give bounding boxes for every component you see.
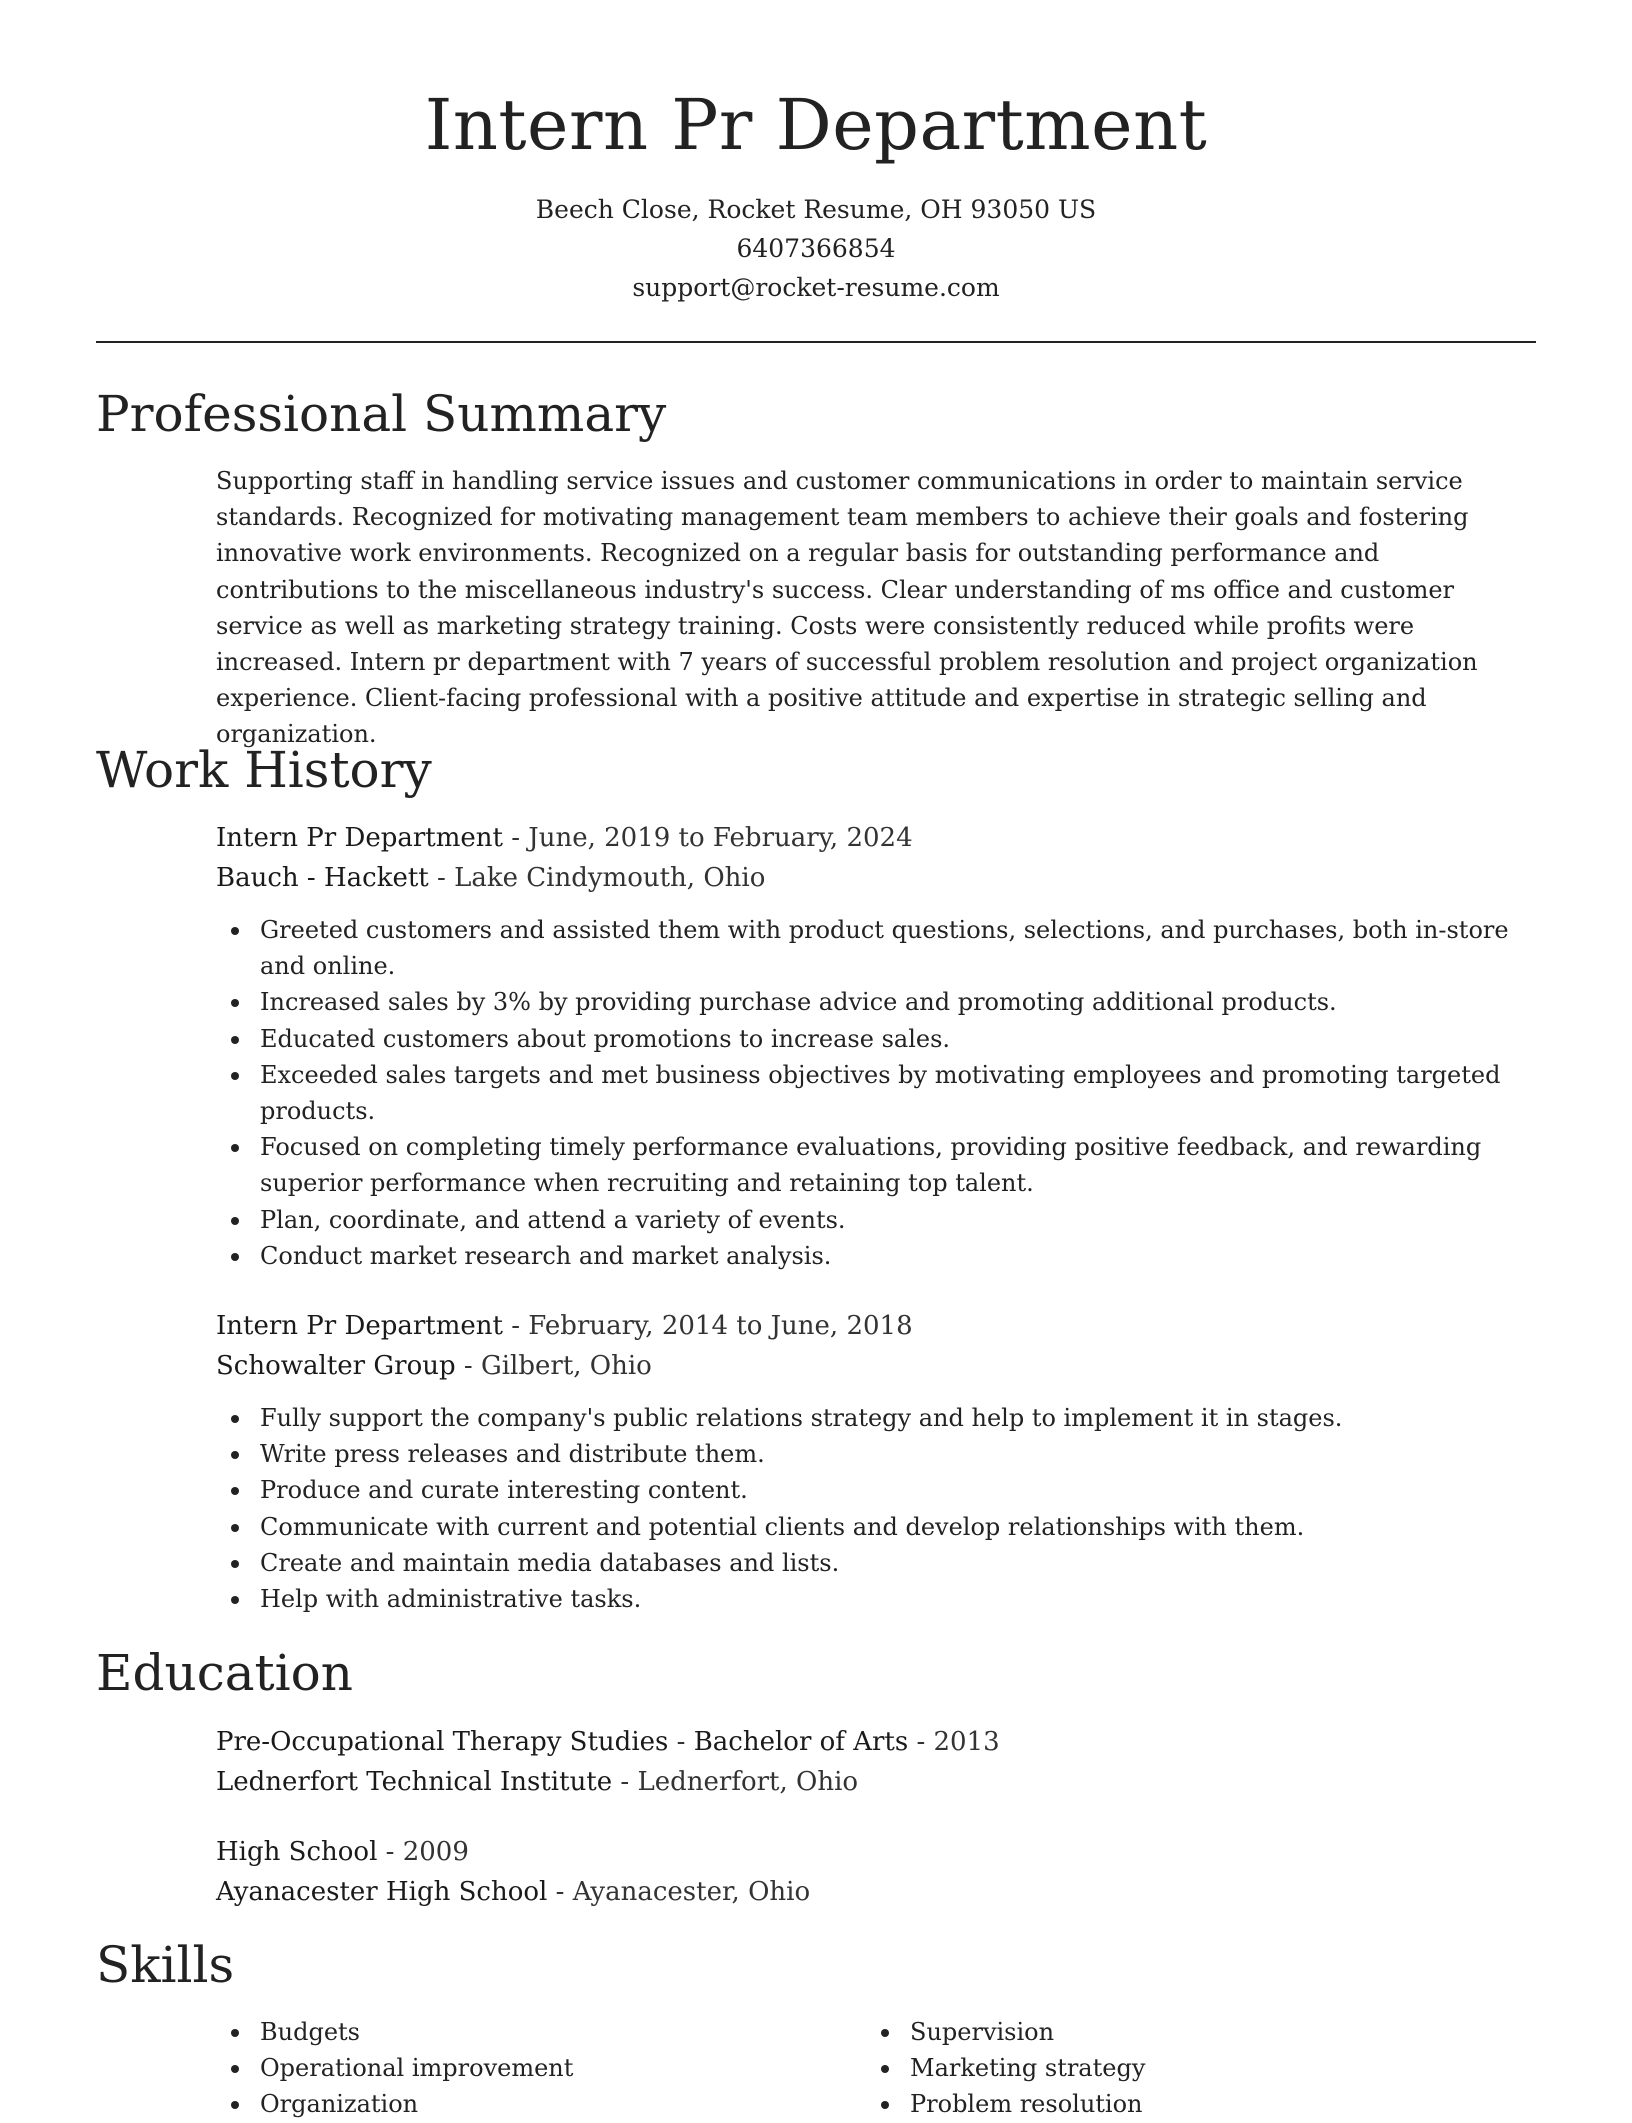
education-degree-line [216, 1832, 1536, 1872]
skills-list-right [866, 2014, 1506, 2123]
separator: - [547, 1877, 573, 1907]
job-bullet: Produce and curate interesting content. [260, 1472, 1536, 1508]
summary-text: Supporting staff in handling service issues and customer communications in order to maintain service standards. Recognized for motivating management team members to achieve their goals and fostering innovative work environments. Recognized on a regular basis for outstanding performance and contributions to the miscellaneous industry's success. Clear understanding of ms office and customer service as well as marketing strategy training. Costs were consistently reduced while profits were increased. Intern pr department with 7 years of successful problem resolution and project organization experience. Client-facing professional with a positive attitude and expertise in strategic selling and organization. [216, 467, 1478, 749]
job-bullet: Plan, coordinate, and attend a variety of events. [260, 1202, 1536, 1238]
job-bullet: Communicate with current and potential clients and develop relationships with them. [260, 1509, 1536, 1545]
skills-heading: Skills [96, 1936, 235, 1994]
skill-item: Operational improvement [260, 2050, 856, 2086]
job-bullet: Focused on completing timely performance evaluations, providing positive feedback, and rewarding superior performance when recruiting and retaining top talent. [260, 1129, 1536, 1201]
job-dates: February, 2014 to June, 2018 [528, 1311, 913, 1341]
separator: - [428, 863, 455, 893]
job-bullet: Write press releases and distribute them. [260, 1436, 1536, 1472]
contact-phone: 6407366854 [736, 234, 896, 263]
job-title-line [216, 1306, 1536, 1346]
education-school: Ayanacester High School [216, 1877, 548, 1907]
separator: - [455, 1351, 481, 1381]
job-bullet: Help with administrative tasks. [260, 1581, 1536, 1617]
skill-item: Budgets [260, 2014, 856, 2050]
job-title-line [216, 818, 1536, 858]
skills-list-left [216, 2014, 856, 2123]
skill-item: Organization [260, 2086, 856, 2122]
separator: - [502, 1311, 529, 1341]
job-bullet: Create and maintain media databases and lists. [260, 1545, 1536, 1581]
job-bullet: Educated customers about promotions to increase sales. [260, 1021, 1536, 1057]
skill-item: Problem resolution [910, 2086, 1506, 2122]
contact-address: Beech Close, Rocket Resume, OH 93050 US [535, 195, 1097, 224]
education-school-line [216, 1872, 1536, 1912]
job-location: Lake Cindymouth, Ohio [454, 863, 766, 893]
education-heading: Education [96, 1644, 353, 1702]
separator: - [612, 1767, 638, 1797]
separator: - [668, 1727, 694, 1757]
job-dates: June, 2019 to February, 2024 [528, 823, 913, 853]
job-location: Gilbert, Ohio [480, 1351, 652, 1381]
separator: - [502, 823, 529, 853]
job-bullet: Conduct market research and market analysis. [260, 1238, 1536, 1274]
candidate-name: Intern Pr Department [424, 84, 1208, 166]
job-bullet: Fully support the company's public relations strategy and help to implement it in stages. [260, 1400, 1536, 1436]
job-bullet: Increased sales by 3% by providing purchase advice and promoting additional products. [260, 984, 1536, 1020]
education-school-line [216, 1762, 1536, 1802]
education-degree-line [216, 1722, 1536, 1762]
header-divider [96, 341, 1536, 343]
education-location: Lednerfort, Ohio [637, 1767, 859, 1797]
job-bullet: Greeted customers and assisted them with product questions, selections, and purchases, both in-store and online. [260, 912, 1536, 984]
education-year: 2009 [402, 1837, 469, 1867]
separator: - [377, 1837, 403, 1867]
separator: - [908, 1727, 934, 1757]
job-company: Bauch - Hackett [216, 863, 429, 893]
job-bullets [216, 912, 1536, 1274]
job-title: Intern Pr Department [216, 1311, 503, 1341]
skill-item: Marketing strategy [910, 2050, 1506, 2086]
education-school: Lednerfort Technical Institute [216, 1767, 613, 1797]
job-company-line [216, 1346, 1536, 1386]
skill-item: Supervision [910, 2014, 1506, 2050]
summary-heading: Professional Summary [96, 385, 667, 443]
contact-email: support@rocket-resume.com [632, 273, 1000, 302]
education-location: Ayanacester, Ohio [572, 1877, 811, 1907]
education-field: High School [216, 1837, 378, 1867]
education-field: Pre-Occupational Therapy Studies [216, 1727, 669, 1757]
job-bullets [216, 1400, 1536, 1617]
education-degree: Bachelor of Arts [693, 1727, 909, 1757]
job-company: Schowalter Group [216, 1351, 456, 1381]
job-title: Intern Pr Department [216, 823, 503, 853]
job-company-line [216, 858, 1536, 898]
job-bullet: Exceeded sales targets and met business objectives by motivating employees and promoting targeted products. [260, 1057, 1536, 1129]
work-history-heading: Work History [96, 741, 432, 799]
education-year: 2013 [933, 1727, 1000, 1757]
